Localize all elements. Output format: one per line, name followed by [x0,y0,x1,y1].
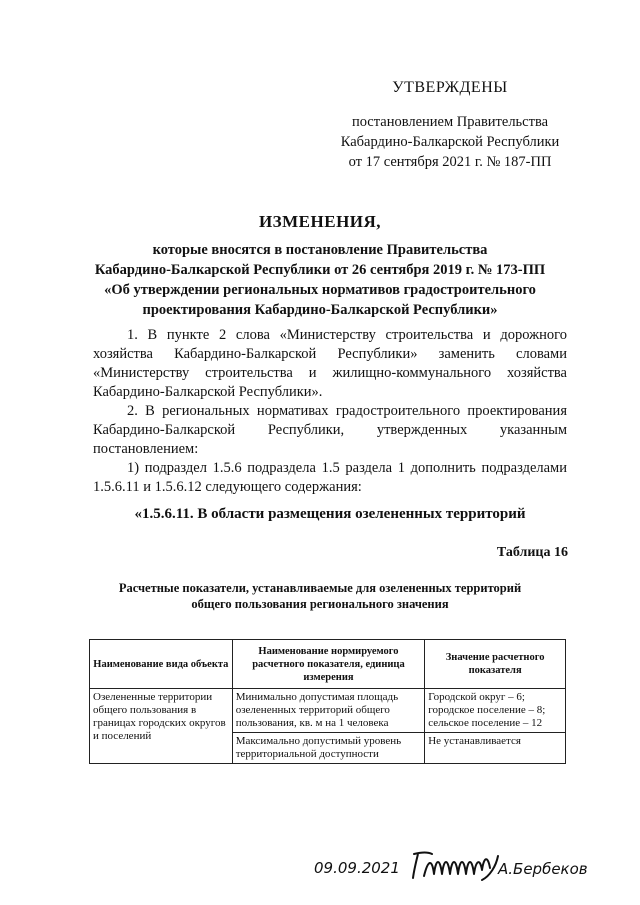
paragraph-2: 2. В региональных нормативах градостроительного проектирования Кабардино-Балкарской Республики, утвержденных указанным постановлением: [93,403,567,457]
indicators-table [89,639,566,764]
document-subtitle [40,240,600,320]
table-title [80,580,560,612]
table-title-line-1: Расчетные показатели, устанавливаемые для озелененных территорий [118,581,522,595]
signature-name: А.Бербеков [498,860,588,878]
table-header-row [90,640,566,689]
approved-line-2: Кабардино-Балкарской Республики [340,134,560,150]
approved-line-3: от 17 сентября 2021 г. № 187-ПП [348,154,552,170]
handwritten-signature [312,846,612,886]
cell-object: Озелененные территории общего пользования в границах городских округов и поселений [90,689,233,764]
approval-block [330,78,570,172]
header-value: Значение расчетного показателя [425,640,566,689]
cell-indicator: Минимально допустимая площадь озелененных территорий общего пользования, кв. м на 1 человека [232,689,425,733]
subtitle-line-2: Кабардино-Балкарской Республики от 26 сентября 2019 г. № 173-ПП [94,262,546,278]
subtitle-line-4: проектирования Кабардино-Балкарской Республики» [142,302,498,318]
approved-heading: УТВЕРЖДЕНЫ [392,79,508,96]
cell-indicator: Максимально допустимый уровень территориальной доступности [232,733,425,764]
document-title: ИЗМЕНЕНИЯ, [258,212,382,231]
subtitle-line-1: которые вносятся в постановление Правительства [152,242,488,258]
header-indicator: Наименование нормируемого расчетного показателя, единица измерения [232,640,425,689]
table-label: Таблица 16 [496,545,568,560]
table-row [90,689,566,733]
paragraph-1: 1. В пункте 2 слова «Министерству строительства и дорожного хозяйства Кабардино-Балкарской Республики» заменить словами «Министерству строительства и жилищно-коммунального хозяйства Кабардино-Балкарской Республики». [93,327,567,400]
subtitle-line-3: «Об утверждении региональных нормативов градостроительного [104,282,536,298]
table-title-line-2: общего пользования регионального значения [191,597,449,611]
header-object-type: Наименование вида объекта [90,640,233,689]
body-paragraphs [93,326,567,497]
cell-value: Городской округ – 6; городское поселение – 8; сельское поселение – 12 [425,689,566,733]
signature-date: 09.09.2021 [314,859,400,877]
paragraph-3: 1) подраздел 1.5.6 подраздела 1.5 раздела 1 дополнить подразделами 1.5.6.11 и 1.5.6.12 следующего содержания: [93,460,567,495]
approved-line-1: постановлением Правительства [351,114,549,130]
signature-scribble [413,853,498,881]
cell-value: Не устанавливается [425,733,566,764]
section-heading: «1.5.6.11. В области размещения озелененных территорий [134,506,526,522]
